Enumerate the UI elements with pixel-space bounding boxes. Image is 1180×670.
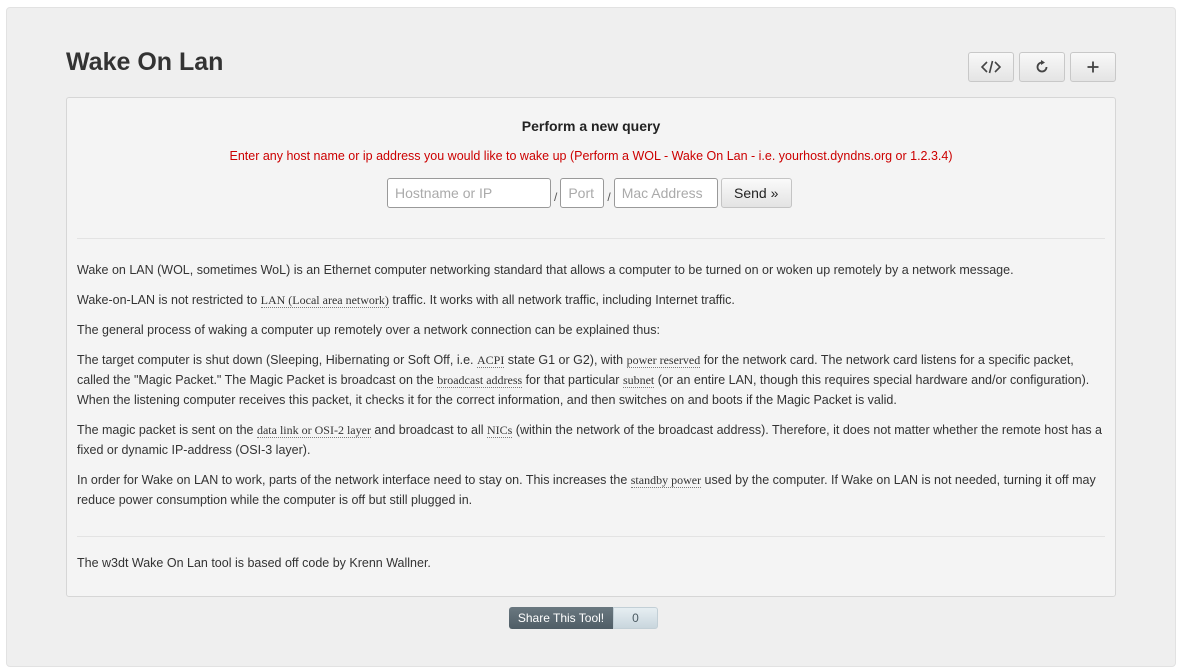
- send-button[interactable]: Send »: [721, 178, 792, 208]
- port-input[interactable]: [560, 178, 604, 208]
- hostname-input[interactable]: [387, 178, 551, 208]
- page-title: Wake On Lan: [66, 48, 224, 76]
- divider: [77, 238, 1105, 239]
- link-lan[interactable]: LAN (Local area network): [260, 293, 389, 307]
- code-icon: [981, 60, 1001, 74]
- refresh-icon: [1035, 60, 1049, 74]
- toolbar: [968, 52, 1116, 82]
- share-widget: [509, 607, 658, 629]
- paragraph: The target computer is shut down (Sleeping, Hibernating or Soft Off, i.e. ACPI state G1 or G2), with power reserved for the network card. The network card listens for a specific packet, called the "Magic Packet." The Magic Packet is broadcast on the broadcast address for that particular subnet (or an entire LAN, though this requires special hardware and/or configuration). When the listening computer receives this packet, it checks it for the correct information, and then switches on and boots if the Magic Packet is valid.: [77, 353, 1090, 407]
- paragraph: In order for Wake on LAN to work, parts of the network interface need to stay on. This increases the standby power used by the computer. If Wake on LAN is not needed, turning it off may reduce power consumption while the computer is off but still plugged in.: [77, 473, 1096, 507]
- separator: /: [607, 190, 611, 204]
- add-button[interactable]: [1070, 52, 1116, 82]
- paragraph: The magic packet is sent on the data link or OSI-2 layer and broadcast to all NICs (within the network of the broadcast address). Therefore, it does not matter whether the remote host has a fixed or dynamic IP-address (OSI-3 layer).: [77, 423, 1102, 457]
- divider: [77, 536, 1105, 537]
- paragraph: The general process of waking a computer up remotely over a network connection can be explained thus:: [77, 323, 660, 337]
- tool-panel: [66, 97, 1116, 597]
- query-title: Perform a new query: [521, 118, 661, 134]
- paragraph: Wake-on-LAN is not restricted to LAN (Local area network) traffic. It works with all network traffic, including Internet traffic.: [77, 293, 735, 307]
- link-nics[interactable]: NICs: [486, 423, 513, 437]
- link-acpi[interactable]: ACPI: [476, 353, 505, 367]
- link-subnet[interactable]: subnet: [622, 373, 655, 387]
- refresh-button[interactable]: [1019, 52, 1065, 82]
- embed-code-button[interactable]: [968, 52, 1014, 82]
- link-broadcast-address[interactable]: broadcast address: [437, 373, 523, 387]
- share-count: 0: [613, 607, 658, 629]
- plus-icon: [1087, 61, 1099, 73]
- credit-note: The w3dt Wake On Lan tool is based off code by Krenn Wallner.: [77, 556, 431, 570]
- link-data-link[interactable]: data link or OSI-2 layer: [256, 423, 371, 437]
- query-form: [387, 178, 792, 208]
- link-standby-power[interactable]: standby power: [630, 473, 702, 487]
- separator: /: [554, 190, 558, 204]
- share-button[interactable]: Share This Tool!: [509, 607, 613, 629]
- mac-address-input[interactable]: [614, 178, 718, 208]
- description: [77, 260, 1105, 520]
- paragraph: Wake on LAN (WOL, sometimes WoL) is an Ethernet computer networking standard that allows a computer to be turned on or woken up remotely by a network message.: [77, 263, 1014, 277]
- query-hint: Enter any host name or ip address you would like to wake up (Perform a WOL - Wake On Lan - i.e. yourhost.dyndns.org or 1.2.3.4): [229, 149, 953, 163]
- link-power-reserved[interactable]: power reserved: [626, 353, 701, 367]
